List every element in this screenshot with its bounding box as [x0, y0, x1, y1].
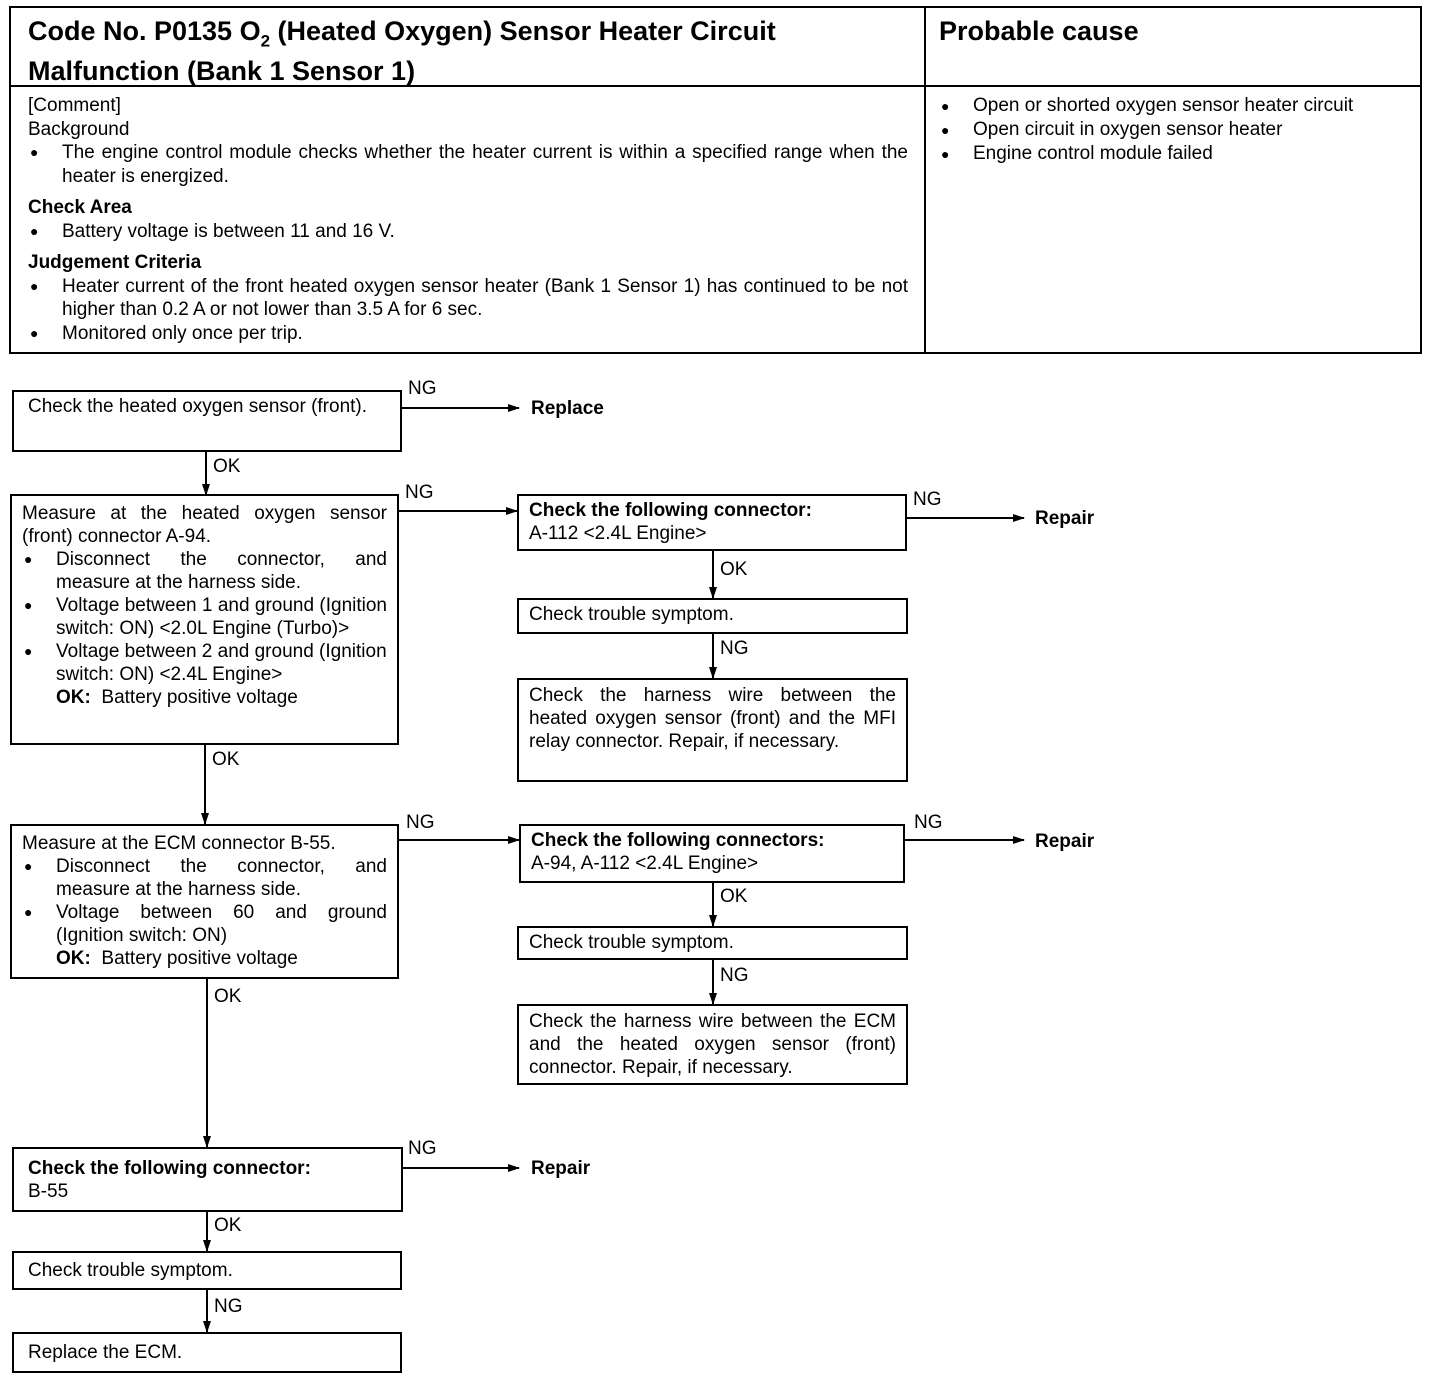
step3-intro: Measure at the ECM connector B-55. — [22, 833, 336, 854]
step2-item: ● Disconnect the connector, and measure at the harness side. — [22, 548, 387, 594]
step6-box: Replace the ECM. — [12, 1332, 402, 1373]
r4-box — [519, 824, 905, 883]
probable-cause-item: ● Open or shorted oxygen sensor heater circuit — [939, 94, 1414, 118]
step1-box: Check the heated oxygen sensor (front). — [12, 390, 402, 452]
ng-label: NG — [214, 1296, 243, 1317]
ng-label: NG — [720, 965, 749, 986]
step2-item: ● Voltage between 2 and ground (Ignition switch: ON) <2.4L Engine> — [22, 640, 387, 686]
step3-item: ● Disconnect the connector, and measure at the harness side. — [22, 855, 387, 901]
repair-result: Repair — [1035, 831, 1095, 852]
r3-box: Check the harness wire between the heated oxygen sensor (front) and the MFI relay connector. Repair, if necessary. — [517, 678, 908, 782]
judgement-label: Judgement Criteria — [28, 252, 202, 273]
ng-label: NG — [406, 812, 435, 833]
ng-label: NG — [913, 489, 942, 510]
step2-ok-line: OK: Battery positive voltage — [56, 687, 298, 708]
repair-result: Repair — [1035, 508, 1095, 529]
probable-cause-item: ● Engine control module failed — [939, 142, 1414, 166]
ok-label: OK — [214, 1215, 242, 1236]
r2-box: Check trouble symptom. — [517, 598, 908, 634]
repair-result: Repair — [531, 1158, 591, 1179]
step4-box — [12, 1147, 403, 1212]
ok-label: OK — [214, 986, 242, 1007]
step4-title: Check the following connector: — [28, 1158, 311, 1179]
probable-cause-title: Probable cause — [939, 16, 1139, 46]
ok-label: OK — [213, 456, 241, 477]
judgement-item: ● Heater current of the front heated oxygen sensor heater (Bank 1 Sensor 1) has continued to be not higher than 0.2 A or not lower than 3.5 A for 6 sec. — [28, 275, 908, 322]
background-label: Background — [28, 118, 130, 140]
ng-label: NG — [914, 812, 943, 833]
step2-box — [10, 494, 399, 745]
step3-item: ● Voltage between 60 and ground (Ignition switch: ON) — [22, 901, 387, 947]
step2-list — [22, 548, 387, 686]
ng-label: NG — [720, 638, 749, 659]
r1-title: Check the following connector: — [529, 500, 812, 521]
code-title: Code No. P0135 $O_2$ (Heated Oxygen) Sensor Heater Circuit Malfunction (Bank 1 Sensor 1) — [28, 16, 776, 87]
ng-label: NG — [405, 482, 434, 503]
step2-intro: Measure at the heated oxygen sensor (front) connector A-94. — [22, 503, 387, 547]
ng-label: NG — [408, 1138, 437, 1159]
r1-box — [517, 494, 907, 551]
ng-label: NG — [408, 378, 437, 399]
check-area-item: ● Battery voltage is between 11 and 16 V. — [28, 220, 908, 244]
step5-box: Check trouble symptom. — [12, 1251, 402, 1290]
step3-box — [10, 824, 399, 979]
r1-text: A-112 <2.4L Engine> — [529, 523, 707, 544]
judgement-item: ● Monitored only once per trip. — [28, 322, 908, 346]
r6-box: Check the harness wire between the ECM and the heated oxygen sensor (front) connector. Repair, if necessary. — [517, 1004, 908, 1085]
r5-box: Check trouble symptom. — [517, 926, 908, 960]
check-area-label: Check Area — [28, 197, 132, 218]
step2-item: ● Voltage between 1 and ground (Ignition switch: ON) <2.0L Engine (Turbo)> — [22, 594, 387, 640]
replace-result: Replace — [531, 398, 604, 419]
comment-label: [Comment] — [28, 95, 121, 116]
background-item: ● The engine control module checks whether the heater current is within a specified range when the heater is energized. — [28, 141, 908, 188]
step4-text: B-55 — [28, 1181, 69, 1202]
r4-title: Check the following connectors: — [531, 830, 825, 851]
r4-text: A-94, A-112 <2.4L Engine> — [531, 853, 759, 874]
ok-label: OK — [720, 559, 748, 580]
ok-label: OK — [212, 749, 240, 770]
probable-cause-item: ● Open circuit in oxygen sensor heater — [939, 118, 1414, 142]
step3-ok-line: OK: Battery positive voltage — [56, 948, 298, 969]
ok-label: OK — [720, 886, 748, 907]
step3-list — [22, 855, 387, 947]
